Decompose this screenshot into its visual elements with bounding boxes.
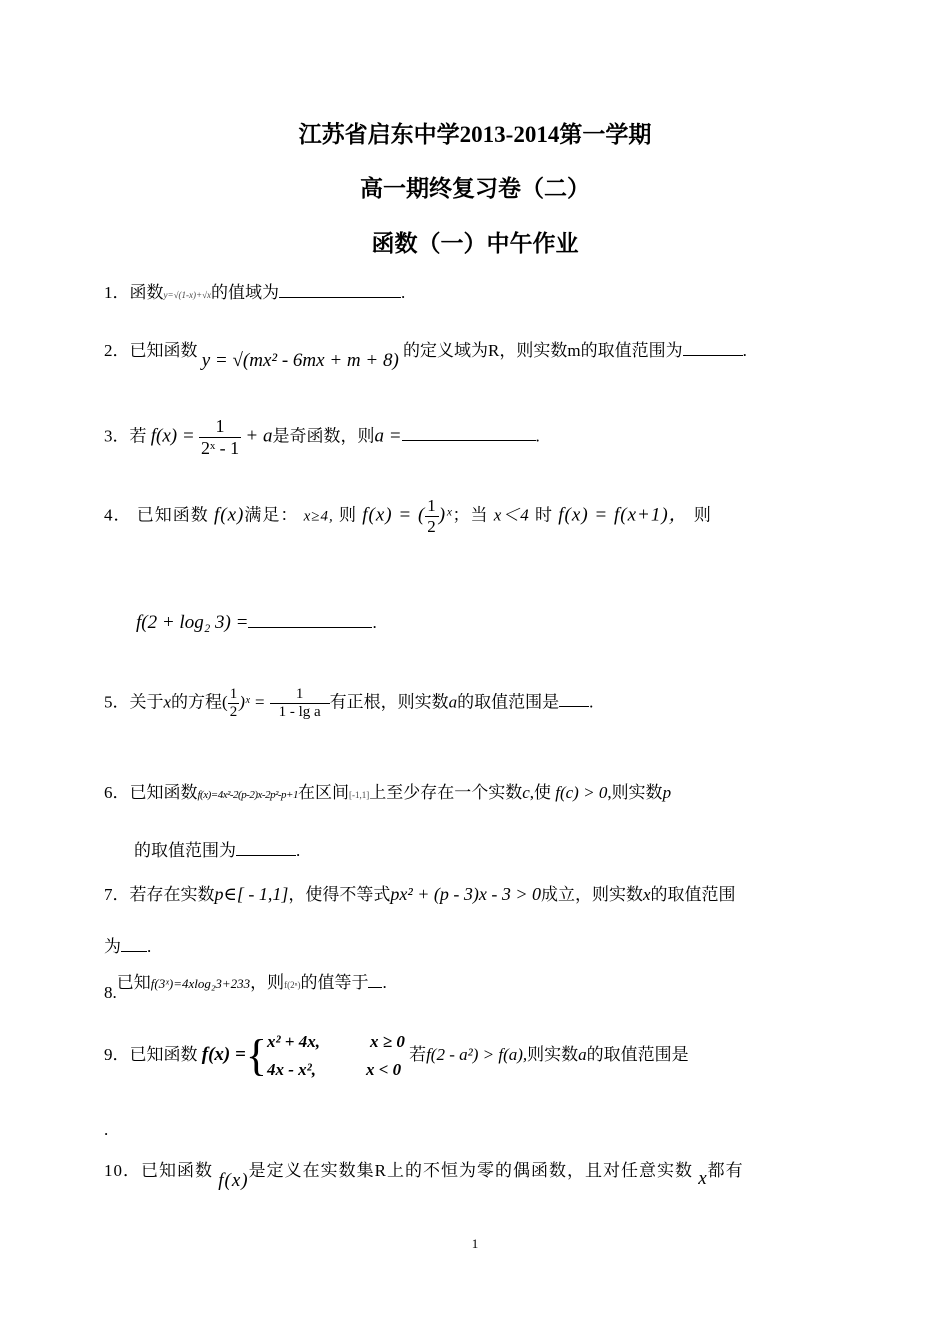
fraction-half: $\frac{1}{2}$ [229, 686, 238, 720]
fraction-half: $\frac{1}{2}$ [427, 496, 437, 536]
answer-blank [248, 626, 372, 628]
fraction-q3: $\frac{1}{\text{2ˣ - 1}}$ [200, 416, 240, 458]
piecewise-cases: x² + 4x, x ≥ 0 4x - x², x < 0 [266, 1032, 405, 1079]
question-6-cont: 的取值范围为 . [134, 841, 301, 860]
question-2: 2．已知函数 y = √(mx² - 6mx + m + 8) 的定义域为R，则实数m的取值范围为 . [104, 341, 747, 371]
fraction-q5: $\frac{1}{\text{1 - lg a}}$ [270, 686, 330, 721]
answer-blank [402, 439, 536, 441]
formula-q1: y=√(1-x)+√x [163, 290, 212, 300]
page-title-topic: 函数（一）中午作业 [371, 231, 579, 256]
question-9: 9．已知函数 f(x) ={x² + 4x, x ≥ 0 4x - x², x < 0 若f(2 - a²) > f(a),则实数a的取值范围是 [104, 1028, 846, 1084]
question-4-cont: f(2 + log₂ 3) = . [136, 612, 377, 633]
page-title-exam: 高一期终复习卷（二） [360, 176, 590, 201]
formula-q6: f(x)=4x²-2(p-2)x-2p²-p+1 [197, 789, 298, 801]
question-3: 3．若 f(x) = $\frac{1}{\text{2ˣ - 1}}$ + a是奇函数，则a = . [104, 416, 540, 458]
answer-blank [683, 354, 743, 356]
brace-icon: { [245, 1031, 267, 1080]
answer-blank [121, 950, 147, 952]
formula-q8: f(3ˣ)=4xlog₂3+233 [150, 976, 251, 991]
page-number: 1 [471, 1236, 479, 1251]
question-7: 7．若存在实数p∈[ - 1,1]，使得不等式px² + (p - 3)x - 3 > 0成立，则实数x的取值范围 [104, 884, 736, 904]
question-7-cont: 为 . [104, 937, 152, 956]
answer-blank [236, 854, 296, 856]
answer-blank [368, 986, 382, 988]
formula-q2: y = √(mx² - 6mx + m + 8) [201, 350, 399, 371]
answer-blank [559, 705, 589, 707]
answer-blank [279, 296, 401, 298]
question-9-cont: . [104, 1120, 109, 1139]
question-6: 6．已知函数f(x)=4x²-2(p-2)x-2p²-p+1在区间[-1,1]上至少存在一个实数c,使 f(c) > 0,则实数p [104, 783, 672, 802]
question-4: 4． 已知函数 f(x)满足： x≥4, 则 f(x) = ( $\frac{1}{2}$ )ˣ；当 x＜4 时 f(x) = f(x+1)， 则 [104, 496, 712, 536]
question-10: 10．已知函数 f(x)是定义在实数集R上的不恒为零的偶函数，且对任意实数 x都有 [104, 1161, 744, 1191]
question-5: 5．关于x的方程( $\frac{1}{2}$ )ˣ = $\frac{1}{\text{1 - lg a}}$ 有正根，则实数a的取值范围是 . [104, 686, 594, 720]
question-1: 1．函数y=√(1-x)+√x的值域为 . [104, 283, 406, 302]
question-8: 8.已知f(3ˣ)=4xlog₂3+233，则f(2ⁿ)的值等于 . [104, 973, 387, 1002]
page-title-school: 江苏省启东中学2013-2014第一学期 [298, 122, 652, 147]
